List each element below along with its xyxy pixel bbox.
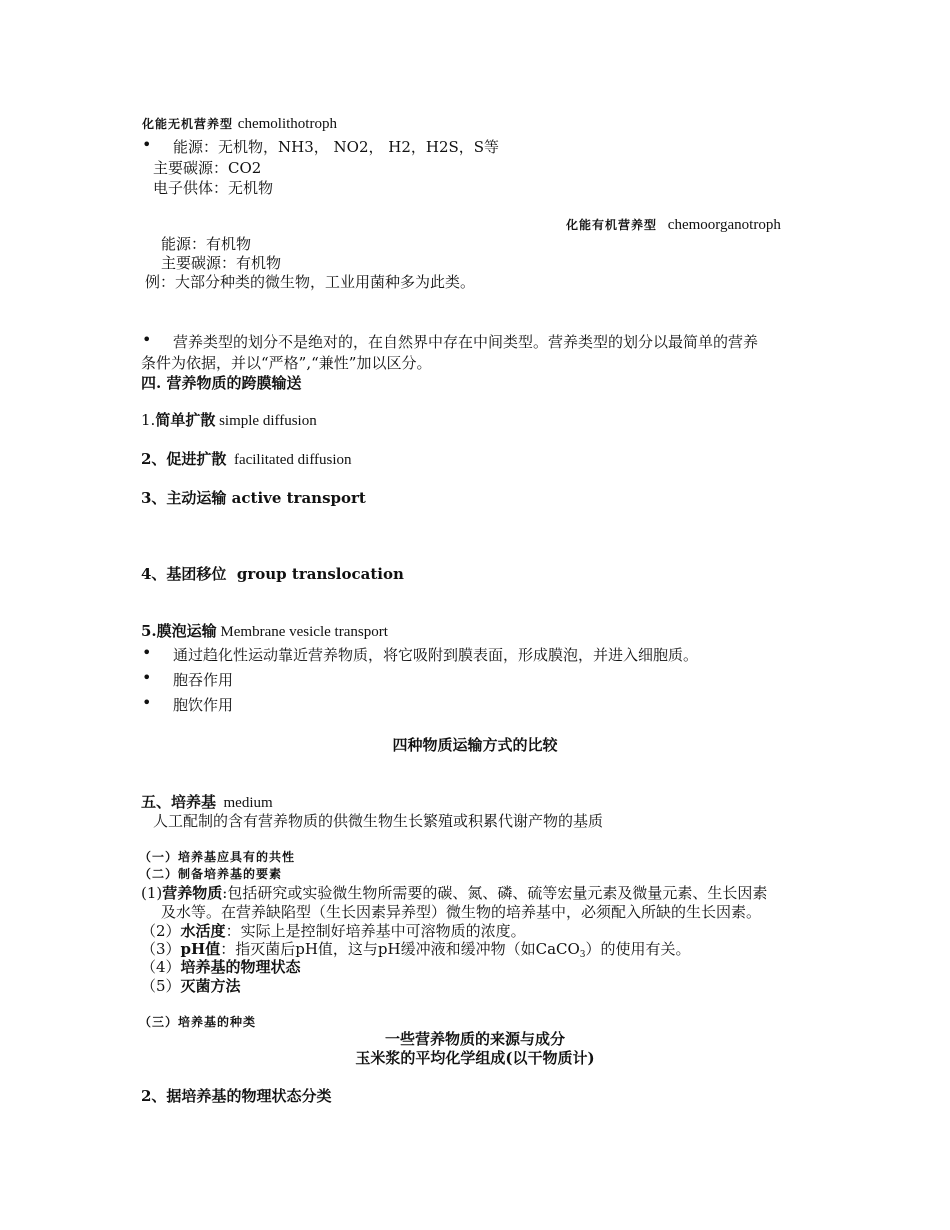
req-2-num: （2） [141,922,181,940]
transport-item-5 [141,621,388,642]
medium-sub3: （三）培养基的种类 [139,1015,257,1029]
chemolitho-electron: 电子供体：无机物 [153,179,274,197]
medium-center-1: 一些营养物质的来源与成分 [384,1030,565,1048]
note-line1: 营养类型的划分不是绝对的，在自然界中存在中间类型。营养类型的划分以最简单的营养 [173,333,759,351]
chemolitho-heading-cn: 化能无机营养型 [142,117,234,131]
bullet-icon: • [142,693,152,712]
item-1-num: 1. [141,411,156,429]
transport-item-1 [141,410,317,431]
transport-item-3: 3、主动运输 active transport [141,489,366,507]
req-2-rest: ：实际上是控制好培养基中可溶物质的浓度。 [225,922,526,940]
req-5-bold: 灭菌方法 [180,977,241,995]
req-3-bold: pH值 [180,940,221,958]
medium-req-5 [141,976,241,996]
req-4-bold: 培养基的物理状态 [180,958,301,976]
chemolitho-heading-en: chemolithotroph [237,116,337,132]
item-2-en: facilitated diffusion [226,452,352,468]
medium-classify: 2、据培养基的物理状态分类 [141,1087,332,1105]
chemolitho-carbon: 主要碳源：CO2 [153,159,262,177]
note-line2: 条件为依据，并以“严格”,“兼性”加以区分。 [141,354,432,372]
bullet-icon: • [142,643,152,662]
item-2-cn: 2、促进扩散 [141,450,227,468]
item-1-cn: 简单扩散 [155,411,216,429]
medium-title-cn: 五、培养基 [141,793,217,811]
chemoorgano-example: 例：大部分种类的微生物，工业用菌种多为此类。 [145,273,476,291]
req-1-rest: :包括研究或实验微生物所需要的碳、氮、磷、硫等宏量元素及微量元素、生长因素 [222,884,768,902]
req-1-bold: 营养物质 [162,884,223,902]
item-5-cn: 5.膜泡运输 [141,622,217,640]
req-3-rest: ：指灭菌后pH值，这与pH缓冲液和缓冲物（如CaCO [220,940,580,958]
req-2-bold: 水活度 [180,922,226,940]
medium-center-2: 玉米浆的平均化学组成(以干物质计) [355,1049,595,1067]
chemoorgano-energy: 能源：有机物 [161,235,252,253]
chemoorgano-carbon: 主要碳源：有机物 [161,254,282,272]
req-3-end: ）的使用有关。 [585,940,691,958]
req-5-num: （5） [141,977,181,995]
transport-title: 四. 营养物质的跨膜输送 [141,374,302,392]
vesicle-bullet-1: 通过趋化性运动靠近营养物质，将它吸附到膜表面，形成膜泡，并进入细胞质。 [173,646,699,664]
chemoorgano-heading-en: chemoorganotroph [667,217,781,233]
medium-title-en: medium [216,795,273,811]
chemoorgano-heading [566,214,781,235]
medium-req-1 [141,883,767,903]
item-5-en: Membrane vesicle transport [216,624,388,640]
req-3-num: （3） [141,940,181,958]
transport-compare-title: 四种物质运输方式的比较 [392,736,558,754]
medium-definition: 人工配制的含有营养物质的供微生物生长繁殖或积累代谢产物的基质 [153,812,604,830]
medium-title [141,792,273,813]
vesicle-bullet-2: 胞吞作用 [173,671,234,689]
medium-sub2: （二）制备培养基的要素 [139,867,283,881]
medium-req-4 [141,957,301,977]
req-4-num: （4） [141,958,181,976]
chemoorgano-heading-cn: 化能有机营养型 [566,218,658,232]
vesicle-bullet-3: 胞饮作用 [173,696,234,714]
item-1-en: simple diffusion [215,413,317,429]
req-3-sub: 3 [579,950,586,960]
transport-item-2 [141,449,352,470]
chemolitho-heading [142,113,337,134]
req-1-num: (1) [141,884,163,902]
medium-sub1: （一）培养基应具有的共性 [139,850,296,864]
transport-item-4: 4、基团移位 group translocation [141,565,404,583]
bullet-icon: • [142,135,152,154]
medium-req-2 [141,921,526,941]
bullet-icon: • [142,330,152,349]
bullet-icon: • [142,668,152,687]
medium-req-1-cont: 及水等。在营养缺陷型（生长因素异养型）微生物的培养基中，必须配入所缺的生长因素。 [161,903,762,921]
chemolitho-energy: 能源：无机物，NH3， NO2， H2，H2S，S等 [173,138,500,156]
